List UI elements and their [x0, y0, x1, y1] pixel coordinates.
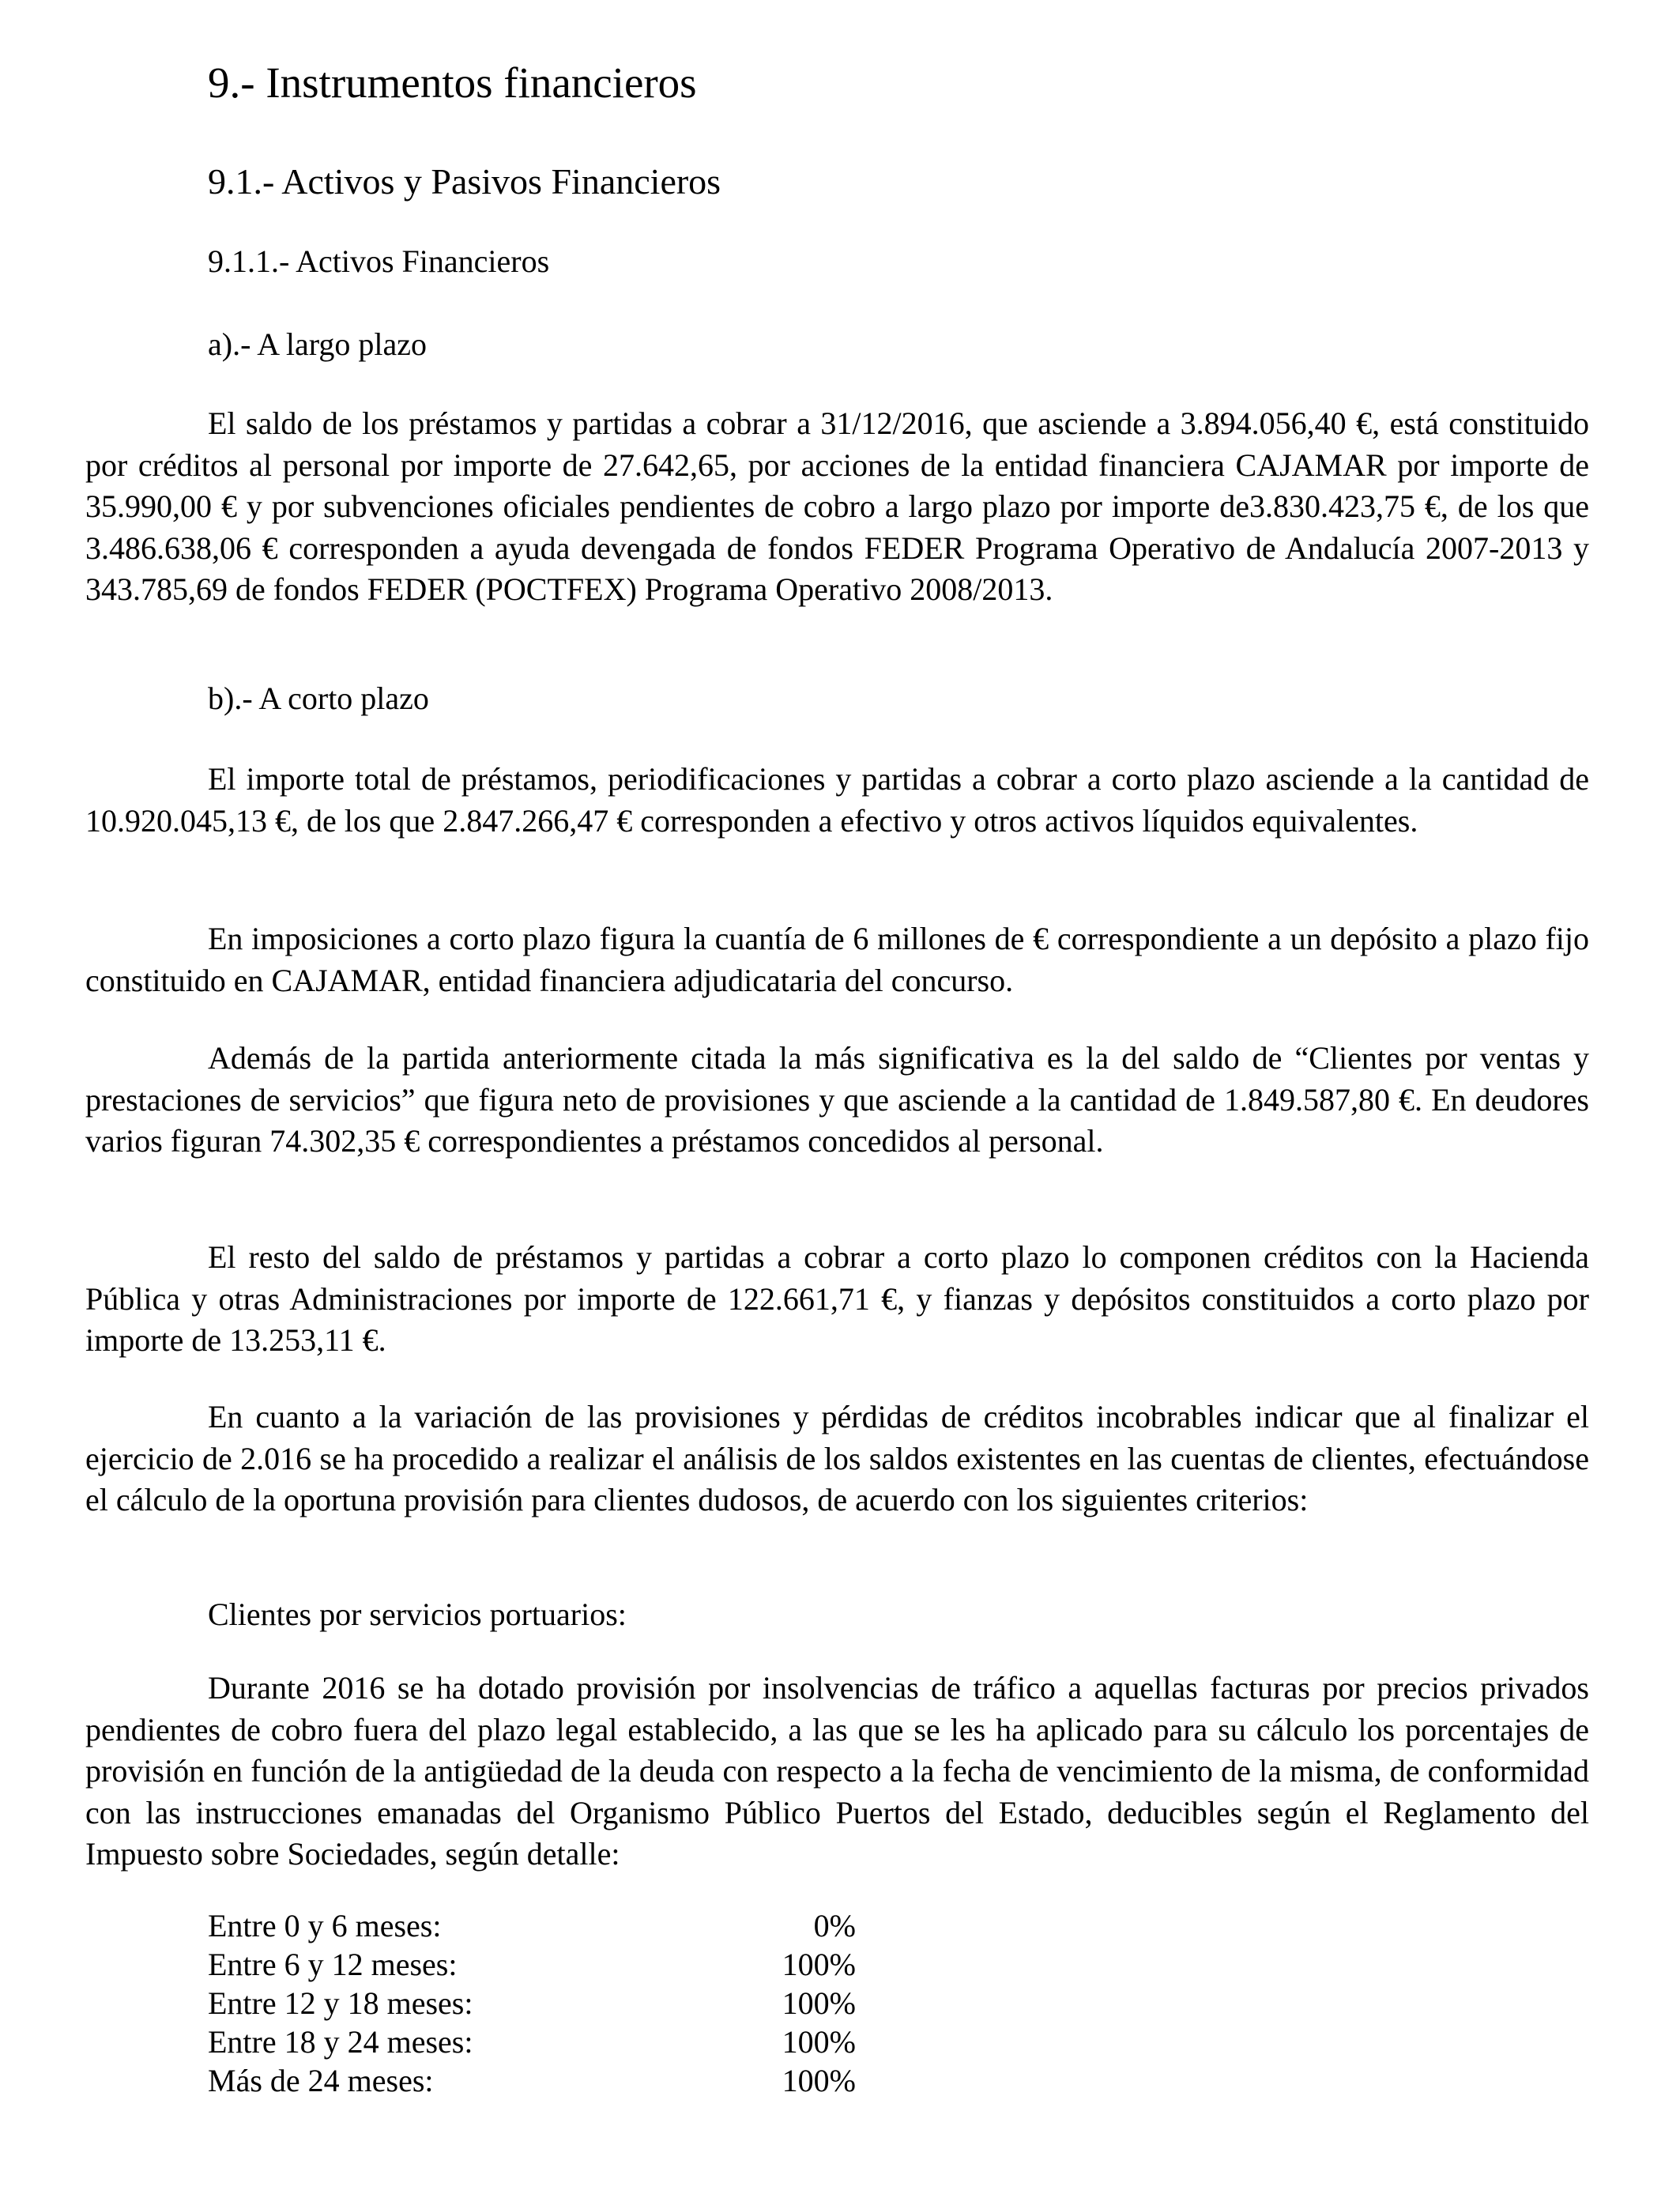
provision-percentage-table	[208, 1906, 856, 2100]
table-row	[208, 1906, 856, 1945]
paragraph-dotacion-provision: Durante 2016 se ha dotado provisión por insolvencias de tráfico a aquellas facturas por precios privados pendientes de cobro fuera del plazo legal establecido, a las que se les ha aplicado para su cálculo los porcentajes de provisión en función de la antigüedad de la deuda con respecto a la fecha de vencimiento de la misma, de conformidad con las instrucciones emanadas del Organismo Público Puertos del Estado, deducibles según el Reglamento del Impuesto sobre Sociedades, según detalle:	[85, 1670, 1589, 1872]
percent-value: 0%	[813, 1908, 856, 1943]
paragraph-largo-plazo: El saldo de los préstamos y partidas a cobrar a 31/12/2016, que asciende a 3.894.056,40 €, está constituido por créditos al personal por importe de 27.642,65, por acciones de la entidad financiera CAJAMAR por importe de 35.990,00 € y por subvenciones oficiales pendientes de cobro a largo plazo por importe de3.830.423,75 €, de los que 3.486.638,06 € corresponden a ayuda devengada de fondos FEDER Programa Operativo de Andalucía 2007-2013 y 343.785,69 de fondos FEDER (POCTFEX) Programa Operativo 2008/2013.	[85, 405, 1589, 607]
range-label: Entre 12 y 18 meses:	[208, 1985, 473, 2021]
paragraph-resto-saldo: El resto del saldo de préstamos y partidas a cobrar a corto plazo lo componen créditos con la Hacienda Pública y otras Administraciones por importe de 122.661,71 €, y fianzas y depósitos constituidos a corto plazo por importe de 13.253,11 €.	[85, 1239, 1589, 1358]
label-clientes-servicios-portuarios: Clientes por servicios portuarios:	[208, 1596, 627, 1632]
paragraph-corto-plazo-total: El importe total de préstamos, periodificaciones y partidas a cobrar a corto plazo asciende a la cantidad de 10.920.045,13 €, de los que 2.847.266,47 € corresponden a efectivo y otros activos líquidos equivalentes.	[85, 761, 1589, 839]
subheading-corto-plazo: b).- A corto plazo	[208, 680, 429, 716]
range-label: Entre 0 y 6 meses:	[208, 1908, 442, 1943]
range-label: Más de 24 meses:	[208, 2063, 434, 2098]
percent-value: 100%	[782, 1985, 856, 2021]
percent-value: 100%	[782, 1947, 856, 1982]
paragraph-clientes-ventas: Además de la partida anteriormente citada la más significativa es la del saldo de “Clientes por ventas y prestaciones de servicios” que figura neto de provisiones y que asciende a la cantidad de 1.849.587,80 €. En deudores varios figuran 74.302,35 € correspondientes a préstamos concedidos al personal.	[85, 1040, 1589, 1159]
subheading-largo-plazo: a).- A largo plazo	[208, 326, 427, 362]
table-row	[208, 2022, 856, 2061]
subsection-heading-activos-financieros: 9.1.1.- Activos Financieros	[208, 243, 550, 279]
range-label: Entre 18 y 24 meses:	[208, 2024, 473, 2060]
table-row	[208, 2061, 856, 2100]
table-row	[208, 1945, 856, 1984]
paragraph-imposiciones: En imposiciones a corto plazo figura la cuantía de 6 millones de € correspondiente a un depósito a plazo fijo constituido en CAJAMAR, entidad financiera adjudicataria del concurso.	[85, 921, 1589, 998]
range-label: Entre 6 y 12 meses:	[208, 1947, 458, 1982]
subsection-heading-activos-pasivos: 9.1.- Activos y Pasivos Financieros	[208, 161, 721, 202]
section-heading-instrumentos: 9.- Instrumentos financieros	[208, 58, 697, 107]
paragraph-provisiones: En cuanto a la variación de las provisiones y pérdidas de créditos incobrables indicar que al finalizar el ejercicio de 2.016 se ha procedido a realizar el análisis de los saldos existentes en las cuentas de clientes, efectuándose el cálculo de la oportuna provisión para clientes dudosos, de acuerdo con los siguientes criterios:	[85, 1399, 1589, 1517]
percent-value: 100%	[782, 2024, 856, 2060]
table-row	[208, 1984, 856, 2022]
percent-value: 100%	[782, 2063, 856, 2098]
